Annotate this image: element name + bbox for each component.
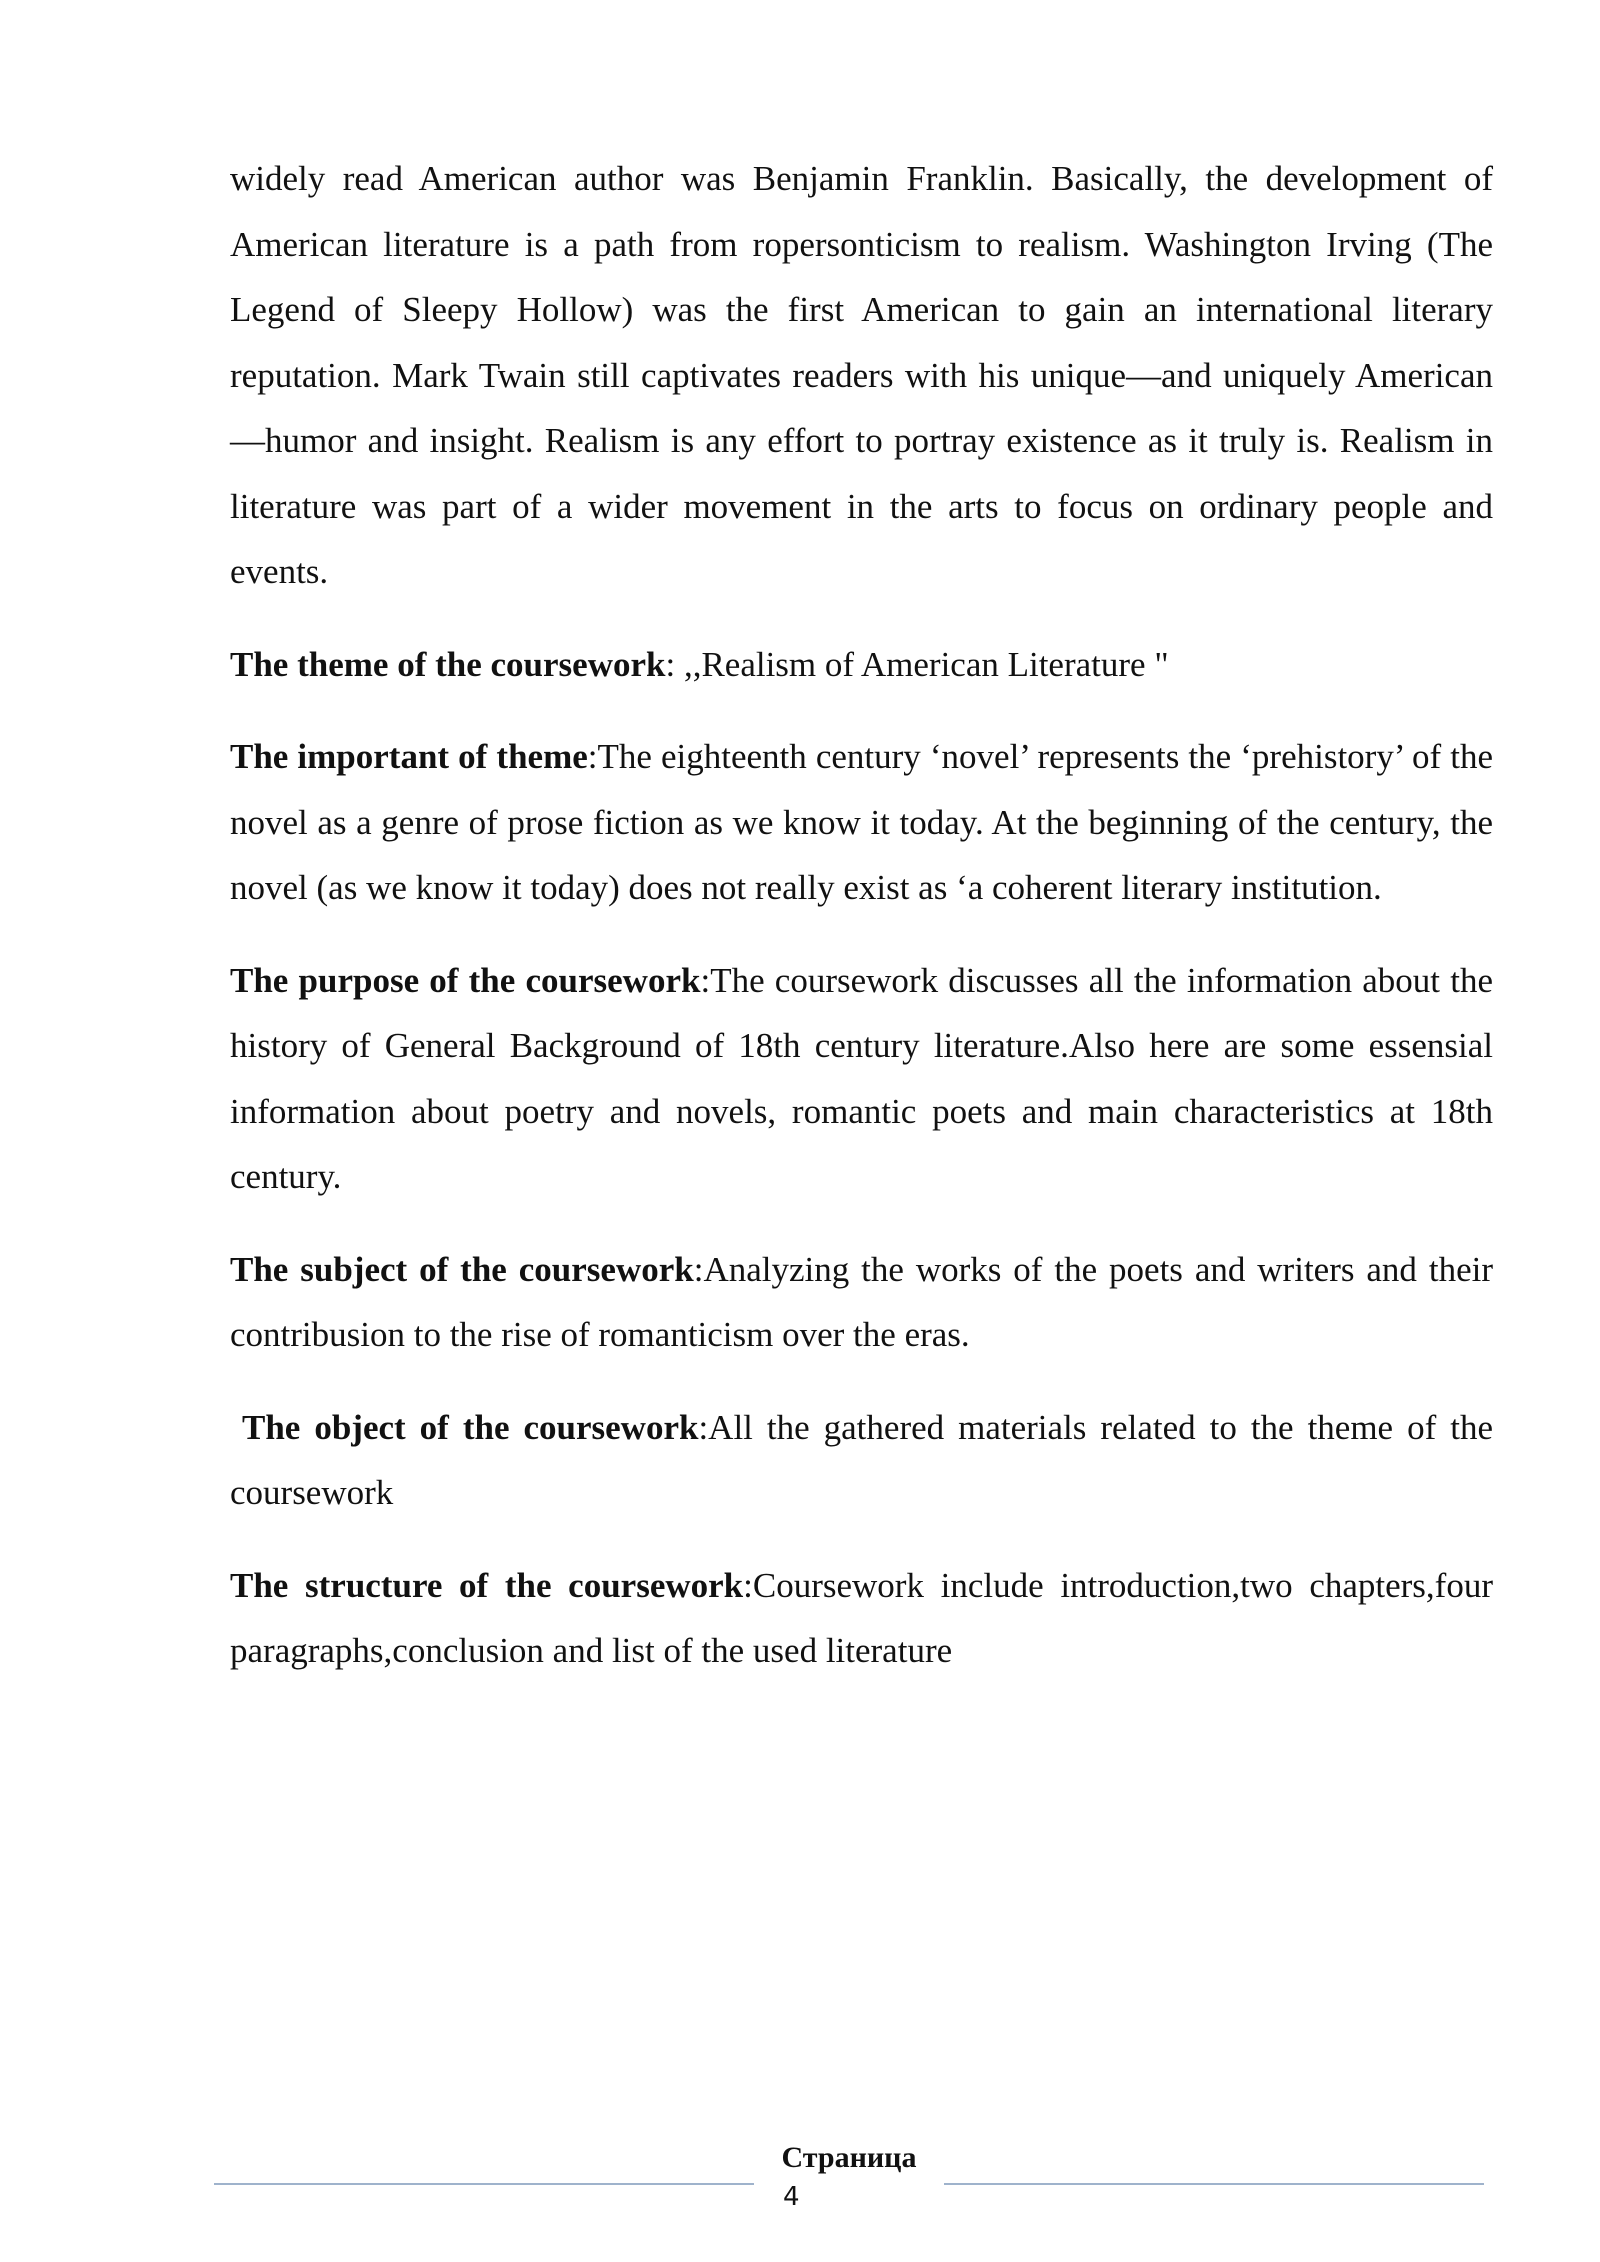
- structure-text: :Coursework include introduction,two chapters,four paragraphs,conclusion and list of the used literature: [230, 1565, 1493, 1670]
- structure-paragraph: [230, 1553, 1493, 1684]
- importance-label: The important of theme: [230, 737, 588, 776]
- theme-label: The theme of the coursework: [230, 644, 666, 684]
- structure-label: The structure of the coursework: [230, 1565, 744, 1605]
- object-label: The object of the coursework: [242, 1407, 699, 1447]
- intro-paragraph: widely read American author was Benjamin Franklin. Basically, the development of American literature is a path from ropersonticism to realism. Washington Irving (The Legend of Sleepy Hollow) was the first American to gain an international literary reputation. Mark Twain still captivates readers with his unique—and uniquely American—humor and insight. Realism is any effort to portray existence as it truly is. Realism in literature was part of a wider movement in the arts to focus on ordinary people and events.: [230, 159, 1493, 591]
- purpose-paragraph: [230, 948, 1493, 1210]
- object-paragraph: [230, 1395, 1493, 1526]
- footer-rule-right: [944, 2183, 1484, 2185]
- importance-text: :The eighteenth century ‘novel’ represents the ‘prehistory’ of the novel as a genre of prose fiction as we know it today. At the beginning of the century, the novel (as we know it today) does not really exist as ‘a coherent literary institution.: [230, 737, 1493, 907]
- importance-paragraph: [230, 724, 1493, 921]
- footer-page-number: 4: [783, 2182, 800, 2212]
- theme-paragraph: [230, 632, 1493, 698]
- page-footer: [214, 2138, 1484, 2228]
- footer-page-label: Страница: [781, 2141, 917, 2174]
- theme-text: : ,,Realism of American Literature ": [665, 644, 1169, 684]
- subject-text: :Analyzing the works of the poets and writers and their contribusion to the rise of romanticism over the eras.: [230, 1249, 1493, 1354]
- purpose-label: The purpose of the coursework: [230, 960, 701, 1000]
- subject-label: The subject of the coursework: [230, 1249, 694, 1289]
- document-body: [230, 146, 1493, 1711]
- object-text: :All the gathered materials related to the theme of the coursework: [230, 1407, 1493, 1512]
- subject-paragraph: [230, 1237, 1493, 1368]
- purpose-text: :The coursework discusses all the information about the history of General Background of 18th century literature.Also here are some essensial information about poetry and novels, romantic poets and main characteristics at 18th century.: [230, 960, 1493, 1196]
- footer-rule-left: [214, 2183, 754, 2185]
